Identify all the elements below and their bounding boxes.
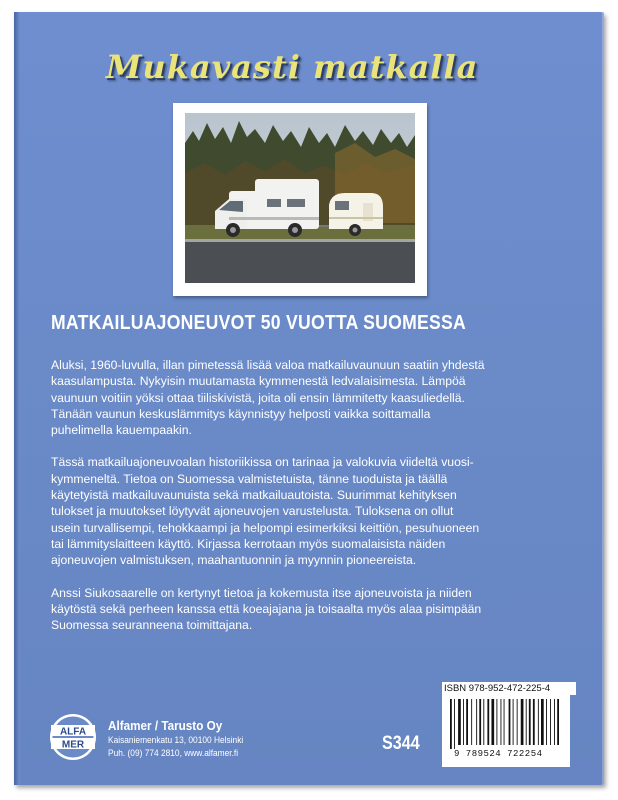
barcode-bar bbox=[509, 699, 511, 745]
barcode-bar bbox=[471, 699, 472, 745]
publisher-phone: Puh. (09) 774 2810, www.alfamer.fi bbox=[108, 748, 239, 759]
barcode-bars bbox=[448, 699, 566, 749]
blurb-line: Aluksi, 1960-luvulla, illan pimetessä lisää valoa matkailuvaunuun saatiin yhdestä bbox=[51, 358, 485, 372]
blurb-paragraph-1 bbox=[51, 357, 571, 438]
barcode-bar bbox=[546, 699, 547, 745]
barcode-bar bbox=[504, 699, 505, 745]
blurb-paragraph-3 bbox=[51, 585, 571, 634]
product-code: S344 bbox=[382, 733, 420, 754]
blurb-line: tai lämmityslaitteen käyttö. Kirjassa kerrotaan myös suomalaisista näiden bbox=[51, 536, 446, 551]
barcode-bar bbox=[538, 699, 539, 745]
blurb-line: käytöstä sekä perheen kanssa että koeajajana ja toisaalta myös alaa pisimpään bbox=[51, 601, 482, 616]
barcode-bar bbox=[491, 699, 494, 745]
blurb-line: käytetyistä matkailuvaunuista sekä matkailuautoista. Suurimmat kehityksen bbox=[51, 488, 457, 503]
barcode-bar bbox=[454, 699, 455, 749]
cover-photo-frame bbox=[173, 103, 427, 296]
blurb-line: kymmeneltä. Tietoa on Suomessa valmistetuista, tänne tuoduista ja täällä bbox=[51, 471, 448, 486]
barcode-bar bbox=[550, 699, 551, 745]
barcode-bar bbox=[541, 699, 544, 745]
motorhome-caravan-photo bbox=[185, 113, 415, 283]
photo-illustration bbox=[185, 113, 415, 283]
blurb-line: Anssi Siukosaarelle on kertynyt tietoa ja kokemusta itse ajoneuvoista ja niiden bbox=[51, 585, 472, 600]
barcode-bar bbox=[458, 699, 461, 745]
publisher-name: Alfamer / Tarusto Oy bbox=[108, 718, 223, 733]
alfamer-logo bbox=[48, 712, 98, 762]
barcode-number: 9 789524 722254 bbox=[454, 749, 543, 759]
blurb-line: ajoneuvojen valmistuksen, maahantuonnin ja myynnin pioneereista. bbox=[51, 553, 417, 568]
logo-text-top: ALFA bbox=[59, 726, 87, 738]
barcode-bar bbox=[529, 699, 531, 745]
spine-edge bbox=[14, 12, 20, 785]
barcode-bar bbox=[496, 699, 497, 745]
barcode-bar bbox=[526, 699, 527, 745]
blurb-line: tulokset ja muutokset löytyvät ajoneuvojen varustelusta. Tuloksena on ollut bbox=[51, 504, 454, 519]
blurb-line: kaasulampusta. Nykyisin muutamasta kymmenestä ledvalaisimesta. Lämpöä bbox=[51, 374, 466, 389]
barcode-bar bbox=[463, 699, 464, 745]
barcode-bar bbox=[476, 699, 477, 745]
barcode-bar bbox=[479, 699, 481, 745]
blurb-line: Tässä matkailuajoneuvoalan historiikissa on tarinaa ja valokuvia viideltä vuosi- bbox=[51, 455, 474, 470]
blurb-line: puhelimella kauempaakin. bbox=[51, 423, 192, 438]
barcode-bar bbox=[501, 699, 502, 745]
logo-emblem bbox=[48, 712, 98, 762]
blurb-line: Tänään vaunun keskuslämmitys käynnistyy helposti vaikka soittamalla bbox=[51, 406, 431, 421]
blurb-line: usein turvallisempi, tehokkaampi ja helpompi esimerkiksi keittiön, pesuhuoneen bbox=[51, 520, 480, 535]
blurb-line: Suomessa seuranneena toimittajana. bbox=[51, 618, 253, 633]
barcode-bar bbox=[521, 699, 524, 745]
series-title: Mukavasti matkalla bbox=[106, 48, 479, 86]
barcode-bar bbox=[557, 699, 559, 745]
publisher-address: Kaisaniemenkatu 13, 00100 Helsinki bbox=[108, 735, 244, 746]
barcode-bar bbox=[517, 699, 518, 745]
blurb-text bbox=[51, 357, 571, 633]
barcode-bar bbox=[487, 699, 489, 745]
book-heading: MATKAILUAJONEUVOT 50 VUOTTA SUOMESSA bbox=[51, 312, 466, 334]
blurb-paragraph-2 bbox=[51, 454, 571, 568]
logo-text-bottom: MER bbox=[61, 739, 85, 751]
barcode-bar bbox=[554, 699, 555, 745]
isbn-label: ISBN 978-952-472-225-4 bbox=[442, 682, 576, 695]
barcode-bar bbox=[450, 699, 452, 749]
barcode-bar bbox=[533, 699, 535, 745]
barcode bbox=[442, 695, 570, 767]
barcode-bar bbox=[513, 699, 514, 745]
barcode-bar bbox=[466, 699, 468, 745]
barcode-bar bbox=[483, 699, 484, 745]
blurb-line: vaunuun voitiin yöksi ottaa tiiliskivistä, joita oli ensin lämmitetty kaasuliedellä. bbox=[51, 390, 465, 405]
